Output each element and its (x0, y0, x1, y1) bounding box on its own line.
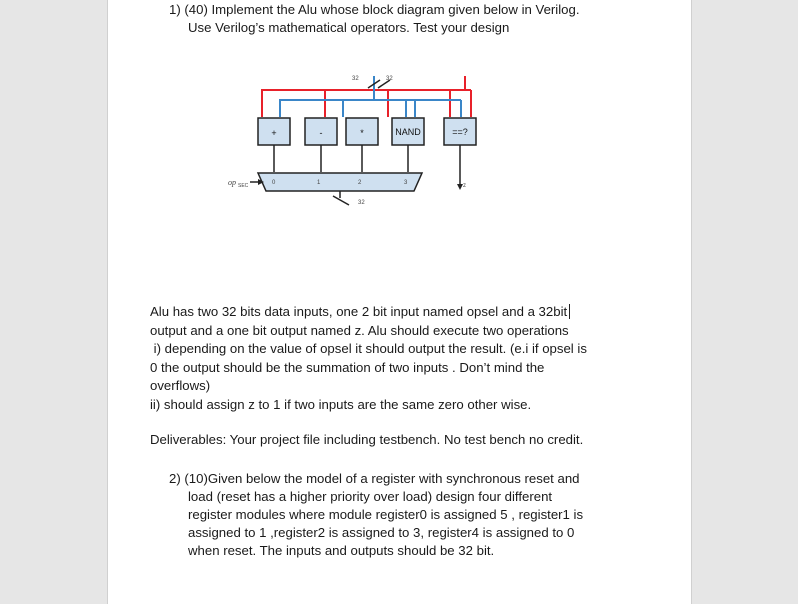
description-line-4: 0 the output should be the summation of two inputs . Don’t mind the (150, 359, 545, 375)
description-paragraph (150, 303, 587, 414)
mux-input-3: 3 (404, 180, 408, 186)
question1-line2: Use Verilog’s mathematical operators. Test your design (188, 20, 510, 35)
mux (258, 173, 422, 191)
text-cursor (569, 304, 570, 319)
svg-text:SEC: SEC (238, 183, 249, 189)
description-line-3: i) depending on the value of opsel it should output the result. (e.i if opsel is (150, 341, 587, 356)
mux-input-2: 2 (358, 180, 362, 186)
z-label: z (463, 183, 466, 189)
description-line-2: output and a one bit output named z. Alu should execute two operations (150, 322, 569, 338)
mux-input-wires (274, 145, 408, 172)
description-line-1: Alu has two 32 bits data inputs, one 2 bit input named opsel and a 32bit (150, 303, 587, 322)
question2-line-4: assigned to 1 ,register2 is assigned to 3, register4 is assigned to 0 (188, 525, 575, 540)
op-box-nand (392, 118, 424, 145)
bus-width-left: 32 (352, 76, 359, 82)
svg-text:*: * (360, 128, 364, 138)
mux-input-1: 1 (317, 180, 321, 186)
description-line-6: ii) should assign z to 1 if two inputs are the same zero other wise. (150, 396, 532, 412)
deliverables-line: Deliverables: Your project file including testbench. No test bench no credit. (150, 432, 584, 447)
z-output (457, 145, 466, 190)
svg-text:-: - (319, 128, 323, 138)
output-width: 32 (358, 200, 365, 206)
op-box-mul (346, 118, 378, 145)
document-page (107, 0, 692, 604)
blue-bus (280, 76, 461, 117)
bus-width-right: 32 (386, 76, 393, 82)
question2-line-2: load (reset has a higher priority over load) design four different (188, 489, 553, 504)
svg-text:==?: ==? (452, 127, 468, 137)
question2-line-1: 2) (10)Given below the model of a register with synchronous reset and (169, 471, 580, 486)
op-box-eq (444, 118, 476, 145)
red-bus (262, 76, 471, 117)
op-box-sub (305, 118, 337, 145)
question2-line-3: register modules where module register0 is assigned 5 , register1 is (188, 507, 584, 522)
description-line-5: overflows) (150, 378, 211, 393)
question2-line-5: when reset. The inputs and outputs should be 32 bit. (188, 543, 495, 558)
op-box-add (258, 118, 290, 145)
mux-input-0: 0 (272, 180, 276, 186)
svg-text:op: op (228, 178, 236, 187)
opsel-input (228, 178, 264, 189)
svg-text:NAND: NAND (395, 127, 421, 137)
svg-text:+: + (271, 128, 277, 138)
alu-output (333, 191, 365, 206)
question1-line1: 1) (40) Implement the Alu whose block diagram given below in Verilog. (169, 2, 580, 17)
